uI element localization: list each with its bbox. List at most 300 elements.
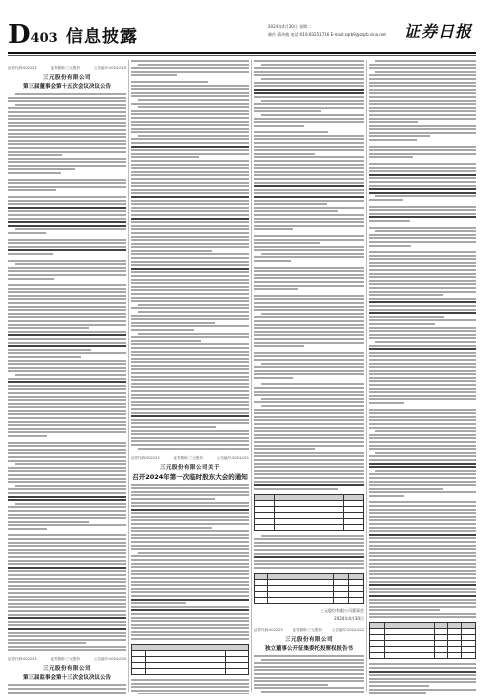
text-line [369,427,476,429]
text-line [261,114,364,116]
text-line [131,293,249,295]
text-line [131,397,249,399]
text-line [131,117,249,119]
text-line [369,276,476,278]
text-line [131,322,215,324]
text-line [369,363,476,365]
text-line [131,591,249,593]
text-line [369,209,476,211]
text-line [131,146,249,148]
text-line [8,196,126,198]
text-line [254,189,364,191]
text-line [8,421,126,423]
text-line [369,599,476,601]
text-line [369,269,476,271]
text-line [8,207,126,209]
text-line [131,412,249,414]
text-line [8,295,126,297]
text-line [8,599,126,601]
text-line [131,271,249,273]
text-line [254,466,364,468]
text-line [369,213,476,215]
date-line: 2024年4月30日 星期二 [268,24,312,29]
text-line [369,309,476,311]
text-line [369,423,476,425]
text-line [261,398,364,400]
text-line [131,537,249,539]
text-line [254,553,364,555]
text-line [254,192,364,194]
text-line [131,609,249,611]
text-line [8,200,126,202]
text-line [8,327,89,329]
text-line [8,378,126,380]
text-line [254,352,364,354]
text-line [254,355,364,357]
text-line [254,298,364,300]
text-line [8,107,126,109]
text-line [8,646,126,648]
text-line [254,434,364,436]
text-line [369,473,476,475]
text-line [131,300,249,302]
text-line [8,474,126,476]
text-line [8,129,126,131]
text-line [369,262,476,264]
text-line [8,506,126,508]
text-line [131,617,249,619]
text-line [254,225,364,227]
company-name: 三元股份有限公司关于 [159,464,220,471]
text-line [131,239,249,241]
text-line [369,402,404,404]
text-line [8,349,91,351]
text-line [254,366,364,368]
text-line [369,146,476,148]
text-line [131,138,249,140]
text-line [131,81,208,83]
text-line [131,484,249,486]
text-line [8,632,126,634]
text-line [254,249,364,251]
text-line [131,570,249,572]
text-line [369,527,476,529]
text-line [15,374,126,376]
text-line [8,684,126,686]
text-line [254,178,364,180]
text-line [8,603,126,605]
text-line [8,143,126,145]
text-line [131,228,249,230]
text-line [131,548,249,550]
company-name: 三元股份有限公司 [42,75,91,81]
text-line [131,519,249,521]
text-line [131,376,249,378]
text-line [375,60,476,62]
text-line [254,267,364,269]
text-line [369,537,476,539]
text-line [8,542,126,544]
notice-title: 第三届监事会第十三次会议决议公告 [22,675,111,682]
text-line [8,617,126,619]
text-line [8,242,126,244]
text-line [131,88,249,90]
text-line [261,363,364,365]
text-line [369,107,476,109]
authorization-table [369,622,476,659]
text-line [8,161,126,163]
text-line [8,596,126,598]
text-line [369,67,476,69]
text-line [369,163,476,165]
text-line [254,164,364,166]
text-line [131,178,249,180]
text-line [254,110,321,112]
text-line [369,477,476,479]
text-line [369,448,476,450]
text-line [254,477,364,479]
text-line [131,620,249,622]
text-line [131,390,249,392]
text-line [131,690,249,692]
text-line [369,671,476,673]
text-line [8,639,126,641]
text-line [8,399,126,401]
text-line [369,283,476,285]
text-line [15,485,126,487]
text-line [8,320,126,322]
text-line [8,524,126,526]
body-text-block [8,93,126,651]
text-line [8,649,126,651]
text-line [254,401,364,403]
column-2 [131,60,249,694]
text-line [131,196,249,198]
text-line [369,377,476,379]
text-line [131,153,249,155]
announce-number: 公告编号:2024-019 [93,66,126,70]
text-line [369,573,476,575]
text-line [369,667,476,669]
text-line [15,503,126,505]
text-line [369,177,476,179]
text-line [8,478,126,480]
text-line [254,270,364,272]
text-line [8,270,126,272]
text-line [369,366,476,368]
text-line [369,481,476,483]
text-line [254,256,364,258]
text-line [254,416,364,418]
text-line [254,430,364,432]
text-line [8,460,126,462]
body-text-block [254,655,364,694]
text-line [8,510,126,512]
text-line [8,324,126,326]
text-line [254,149,364,151]
text-line [8,406,126,408]
text-line [254,246,364,248]
text-line [369,595,476,597]
text-line [369,305,476,307]
text-line [8,635,126,637]
text-line [254,655,364,657]
company-name: 三元股份有限公司 [284,637,333,644]
text-line [369,491,476,493]
text-line [254,242,320,244]
text-line [254,445,364,447]
text-line [131,581,249,583]
text-line [131,347,249,349]
text-line [131,149,249,151]
masthead [8,18,476,54]
text-line [131,297,249,299]
text-line [254,277,364,279]
text-line [369,466,476,468]
text-line [254,481,364,483]
text-line [369,445,476,447]
text-line [254,684,328,686]
text-line [138,333,249,335]
text-line [369,409,476,411]
text-line [369,606,476,608]
text-line [254,427,364,429]
text-line [131,253,249,255]
proxy-table [254,573,364,604]
text-line [254,484,364,486]
text-line [254,174,364,176]
text-line [131,383,249,385]
text-line [8,621,126,623]
text-line [369,125,476,127]
text-line [8,274,126,276]
text-line [369,570,476,572]
text-line [369,199,403,201]
text-line [369,523,476,525]
text-line [369,92,476,94]
text-line [254,60,364,62]
text-line [254,666,364,668]
text-line [369,103,476,105]
text-line [8,122,126,124]
body-text-block [131,484,249,641]
text-line [131,325,249,327]
text-line [131,261,249,263]
text-line [369,509,476,511]
page-number: 403 [30,31,58,46]
text-line [131,379,249,381]
text-line [131,430,249,432]
text-line [131,530,249,532]
text-line [8,392,126,394]
text-line [8,556,126,558]
text-line [8,331,126,333]
text-line [8,249,126,251]
text-line [8,260,126,262]
text-line [369,419,476,421]
text-line [8,445,126,447]
text-line [254,274,364,276]
text-line [254,316,364,318]
text-line [8,278,54,280]
voting-table [131,644,249,675]
masthead-rule [8,52,476,54]
text-line [254,419,364,421]
text-line [8,449,126,451]
text-line [369,692,426,694]
text-line [375,230,476,232]
text-line [254,373,364,375]
text-line [131,437,249,439]
text-line [369,689,476,691]
text-line [261,100,364,102]
text-line [131,92,249,94]
text-line [8,168,75,170]
text-line [261,405,364,407]
text-line [254,549,364,551]
text-line [8,534,126,536]
text-line [254,281,364,283]
text-line [8,140,126,142]
text-line [369,64,476,66]
text-line [369,534,476,536]
text-line [254,74,364,76]
text-line [369,505,476,507]
text-line [254,288,298,290]
text-line [369,241,476,243]
text-line [138,311,249,313]
text-line [138,448,249,450]
text-line [375,195,476,197]
text-line [8,578,126,580]
page-letter: D [8,20,30,50]
text-line [369,398,476,400]
notice-title: 召开2024年第一次临时股东大会的通知 [132,472,248,481]
text-line [131,160,249,162]
text-line [254,153,315,155]
text-line [131,128,249,130]
text-line [8,133,126,135]
text-line [254,185,364,187]
text-line [131,189,249,191]
text-line [369,170,476,172]
text-line [254,167,364,169]
notice-header [131,456,249,481]
text-line [254,235,364,237]
text-line [8,172,61,174]
text-line [254,196,364,198]
text-line [254,118,364,120]
text-line [8,111,126,113]
stock-info-line [8,657,126,662]
text-line [131,207,249,209]
text-line [261,64,364,66]
text-line [8,688,126,690]
text-line [254,448,315,450]
text-line [254,327,364,329]
text-line [8,545,126,547]
text-line [8,563,126,565]
text-line [254,295,364,297]
text-line [254,228,293,230]
text-line [369,434,476,436]
text-line [131,268,249,270]
notice-title: 独立董事公开征集委托投票权报告书 [264,646,353,653]
text-line [8,642,86,644]
text-line [254,680,364,682]
text-line [131,440,249,442]
column-1 [8,60,126,694]
text-line [369,591,476,593]
text-line [254,309,364,311]
text-line [369,110,476,112]
text-line [369,609,440,611]
text-line [131,351,249,353]
text-line [8,363,126,365]
text-line [8,334,126,336]
text-line [8,356,81,358]
text-line [8,452,126,454]
text-line [369,192,476,194]
text-line [131,516,249,518]
text-line [369,501,476,503]
text-line [131,415,249,417]
text-line [254,131,328,133]
text-line [131,588,249,590]
text-line [369,613,476,615]
text-line [254,96,364,98]
text-line [254,142,364,144]
text-line [369,237,476,239]
stock-code: 证券代码:002223 [131,455,160,460]
text-line [261,313,364,315]
text-line [15,463,126,465]
text-line [369,132,476,134]
text-line [131,404,249,406]
text-line [8,528,47,530]
text-line [131,200,249,202]
company-name: 三元股份有限公司 [42,666,91,673]
text-line [369,74,476,76]
text-line [261,253,364,255]
text-line [369,82,476,84]
text-line [131,584,249,586]
text-line [131,343,249,345]
text-line [369,359,476,361]
text-line [8,288,126,290]
text-line [369,96,476,98]
text-line [131,602,186,604]
text-line [369,584,476,586]
text-line [254,125,304,127]
text-line [369,388,476,390]
text-line [369,78,476,80]
text-line [375,71,476,73]
text-line [131,426,216,428]
stock-name: 证券简称:三元股份 [50,66,80,70]
text-line [131,167,249,169]
text-line [369,412,476,414]
text-line [254,409,364,411]
text-line [369,588,476,590]
text-line [254,89,364,91]
text-line [131,444,249,446]
text-line [254,324,364,326]
stock-info-line [8,66,126,71]
text-line [8,97,126,99]
notice-header [8,66,126,90]
text-line [131,354,249,356]
